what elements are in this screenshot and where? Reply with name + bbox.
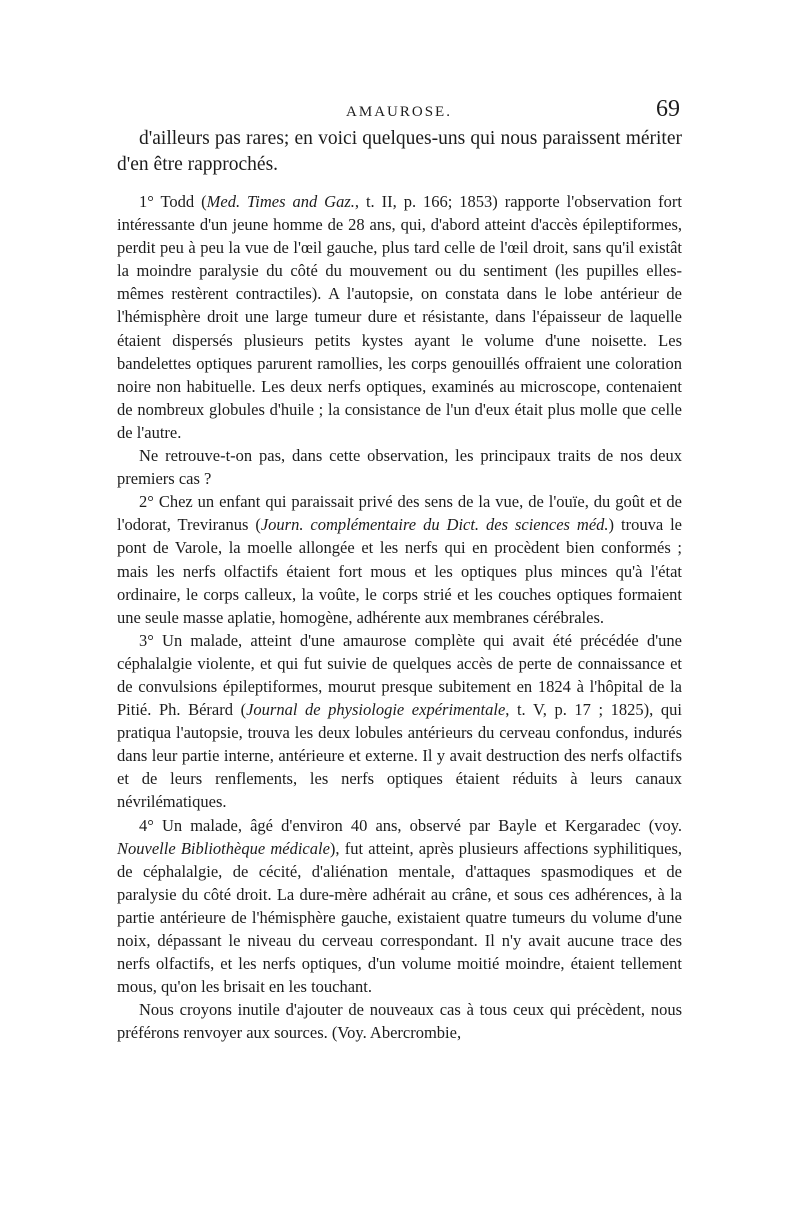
text-run: 2° Chez un enfant qui paraissait privé des sens de la vue, de l'ouïe, du goût et de l'odorat, Treviranus ( — [117, 492, 682, 535]
text-run: d'ailleurs pas rares; en voici quelques-uns qui nous paraissent mériter d'en être rapprochés. — [117, 128, 682, 175]
running-head: AMAUROSE. — [346, 104, 452, 120]
citation-title: Journ. complémentaire du Dict. des sciences méd. — [260, 515, 609, 535]
text-run: 4° Un malade, âgé d'environ 40 ans, observé par Bayle et Kergaradec (voy. — [139, 815, 682, 835]
paragraph — [117, 629, 682, 814]
page-number: 69 — [656, 96, 680, 122]
page-header — [118, 96, 680, 126]
citation-title: Journal de physiologie expérimentale — [246, 700, 506, 720]
text-run: , t. II, p. 166; 1853) rapporte l'observation fort intéressante d'un jeune homme de 28 ans, qui, d'abord atteint d'accès épileptiformes, perdit peu à peu la vue de l'œil gauche, plus tard celle de l'œil droit, sans qu'il existât la moindre paralysie du côté du mouvement ou du sentiment (les pupilles elles-mêmes restèrent contractiles). A l'autopsie, on constata dans le lobe antérieur de l'hémisphère droit une large tumeur dure et résistante, dans l'épaisseur de laquelle étaient dispersés plusieurs petits kystes ayant le volume d'une noisette. Les bandelettes optiques parurent ramollies, les corps genouillés offraient une coloration noire non habituelle. Les deux nerfs optiques, examinés au microscope, contenaient de nombreux globules d'huile ; la consistance de l'un d'eux était plus molle que celle de l'autre. — [117, 192, 682, 442]
text-run: ) trouva le pont de Varole, la moelle allongée et les nerfs qui en procèdent bien conformés ; mais les nerfs olfactifs étaient fort mous et les optiques plus minces qu'à l'état ordinaire, le corps calleux, la voûte, le corps strié et les couches optiques formaient une seule masse aplatie, homogène, adhérente aux membranes cérébrales. — [117, 515, 683, 627]
paragraph — [117, 444, 682, 490]
paragraph — [117, 190, 682, 444]
paragraph — [117, 490, 682, 629]
text-run: 3° Un malade, atteint d'une amaurose complète qui avait été précédée d'une céphalalgie violente, et qui fut suivie de quelques accès de perte de connaissance et de convulsions épileptiformes, mourut presque subitement en 1824 à l'hôpital de la Pitié. Ph. Bérard ( — [117, 630, 682, 720]
paragraph — [117, 126, 682, 178]
body-text — [117, 126, 682, 1044]
citation-title: Nouvelle Bibliothèque médicale — [117, 838, 330, 858]
paragraph — [117, 814, 682, 999]
citation-title: Med. Times and Gaz. — [206, 192, 355, 211]
paragraph — [117, 998, 682, 1044]
text-run: ), fut atteint, après plusieurs affections syphilitiques, de céphalalgie, de cécité, d'aliénation mentale, d'attaques spasmodiques et de paralysie du côté droit. La dure-mère adhérait au crâne, et sous ces adhérences, à la partie antérieure de l'hémisphère gauche, existaient quatre tumeurs du volume d'une noix, dépassant le niveau du cerveau correspondant. Il n'y avait aucune trace des nerfs olfactifs, et les nerfs optiques, d'un volume moitié moindre, étaient tellement mous, qu'on les brisait en les touchant. — [117, 838, 682, 997]
text-run: , t. V, p. 17 ; 1825), qui pratiqua l'autopsie, trouva les deux lobules antérieurs du cerveau confondus, indurés dans leur partie interne, antérieure et externe. Il y avait destruction des nerfs olfactifs et de leurs renflements, les nerfs optiques étaient réduits à leurs canaux névrilématiques. — [117, 700, 682, 812]
text-run: Nous croyons inutile d'ajouter de nouveaux cas à tous ceux qui précèdent, nous préférons renvoyer aux sources. (Voy. Abercrombie, — [117, 1000, 682, 1043]
text-run: Ne retrouve-t-on pas, dans cette observation, les principaux traits de nos deux premiers cas ? — [117, 446, 682, 489]
text-run: 1° Todd ( — [139, 192, 207, 211]
